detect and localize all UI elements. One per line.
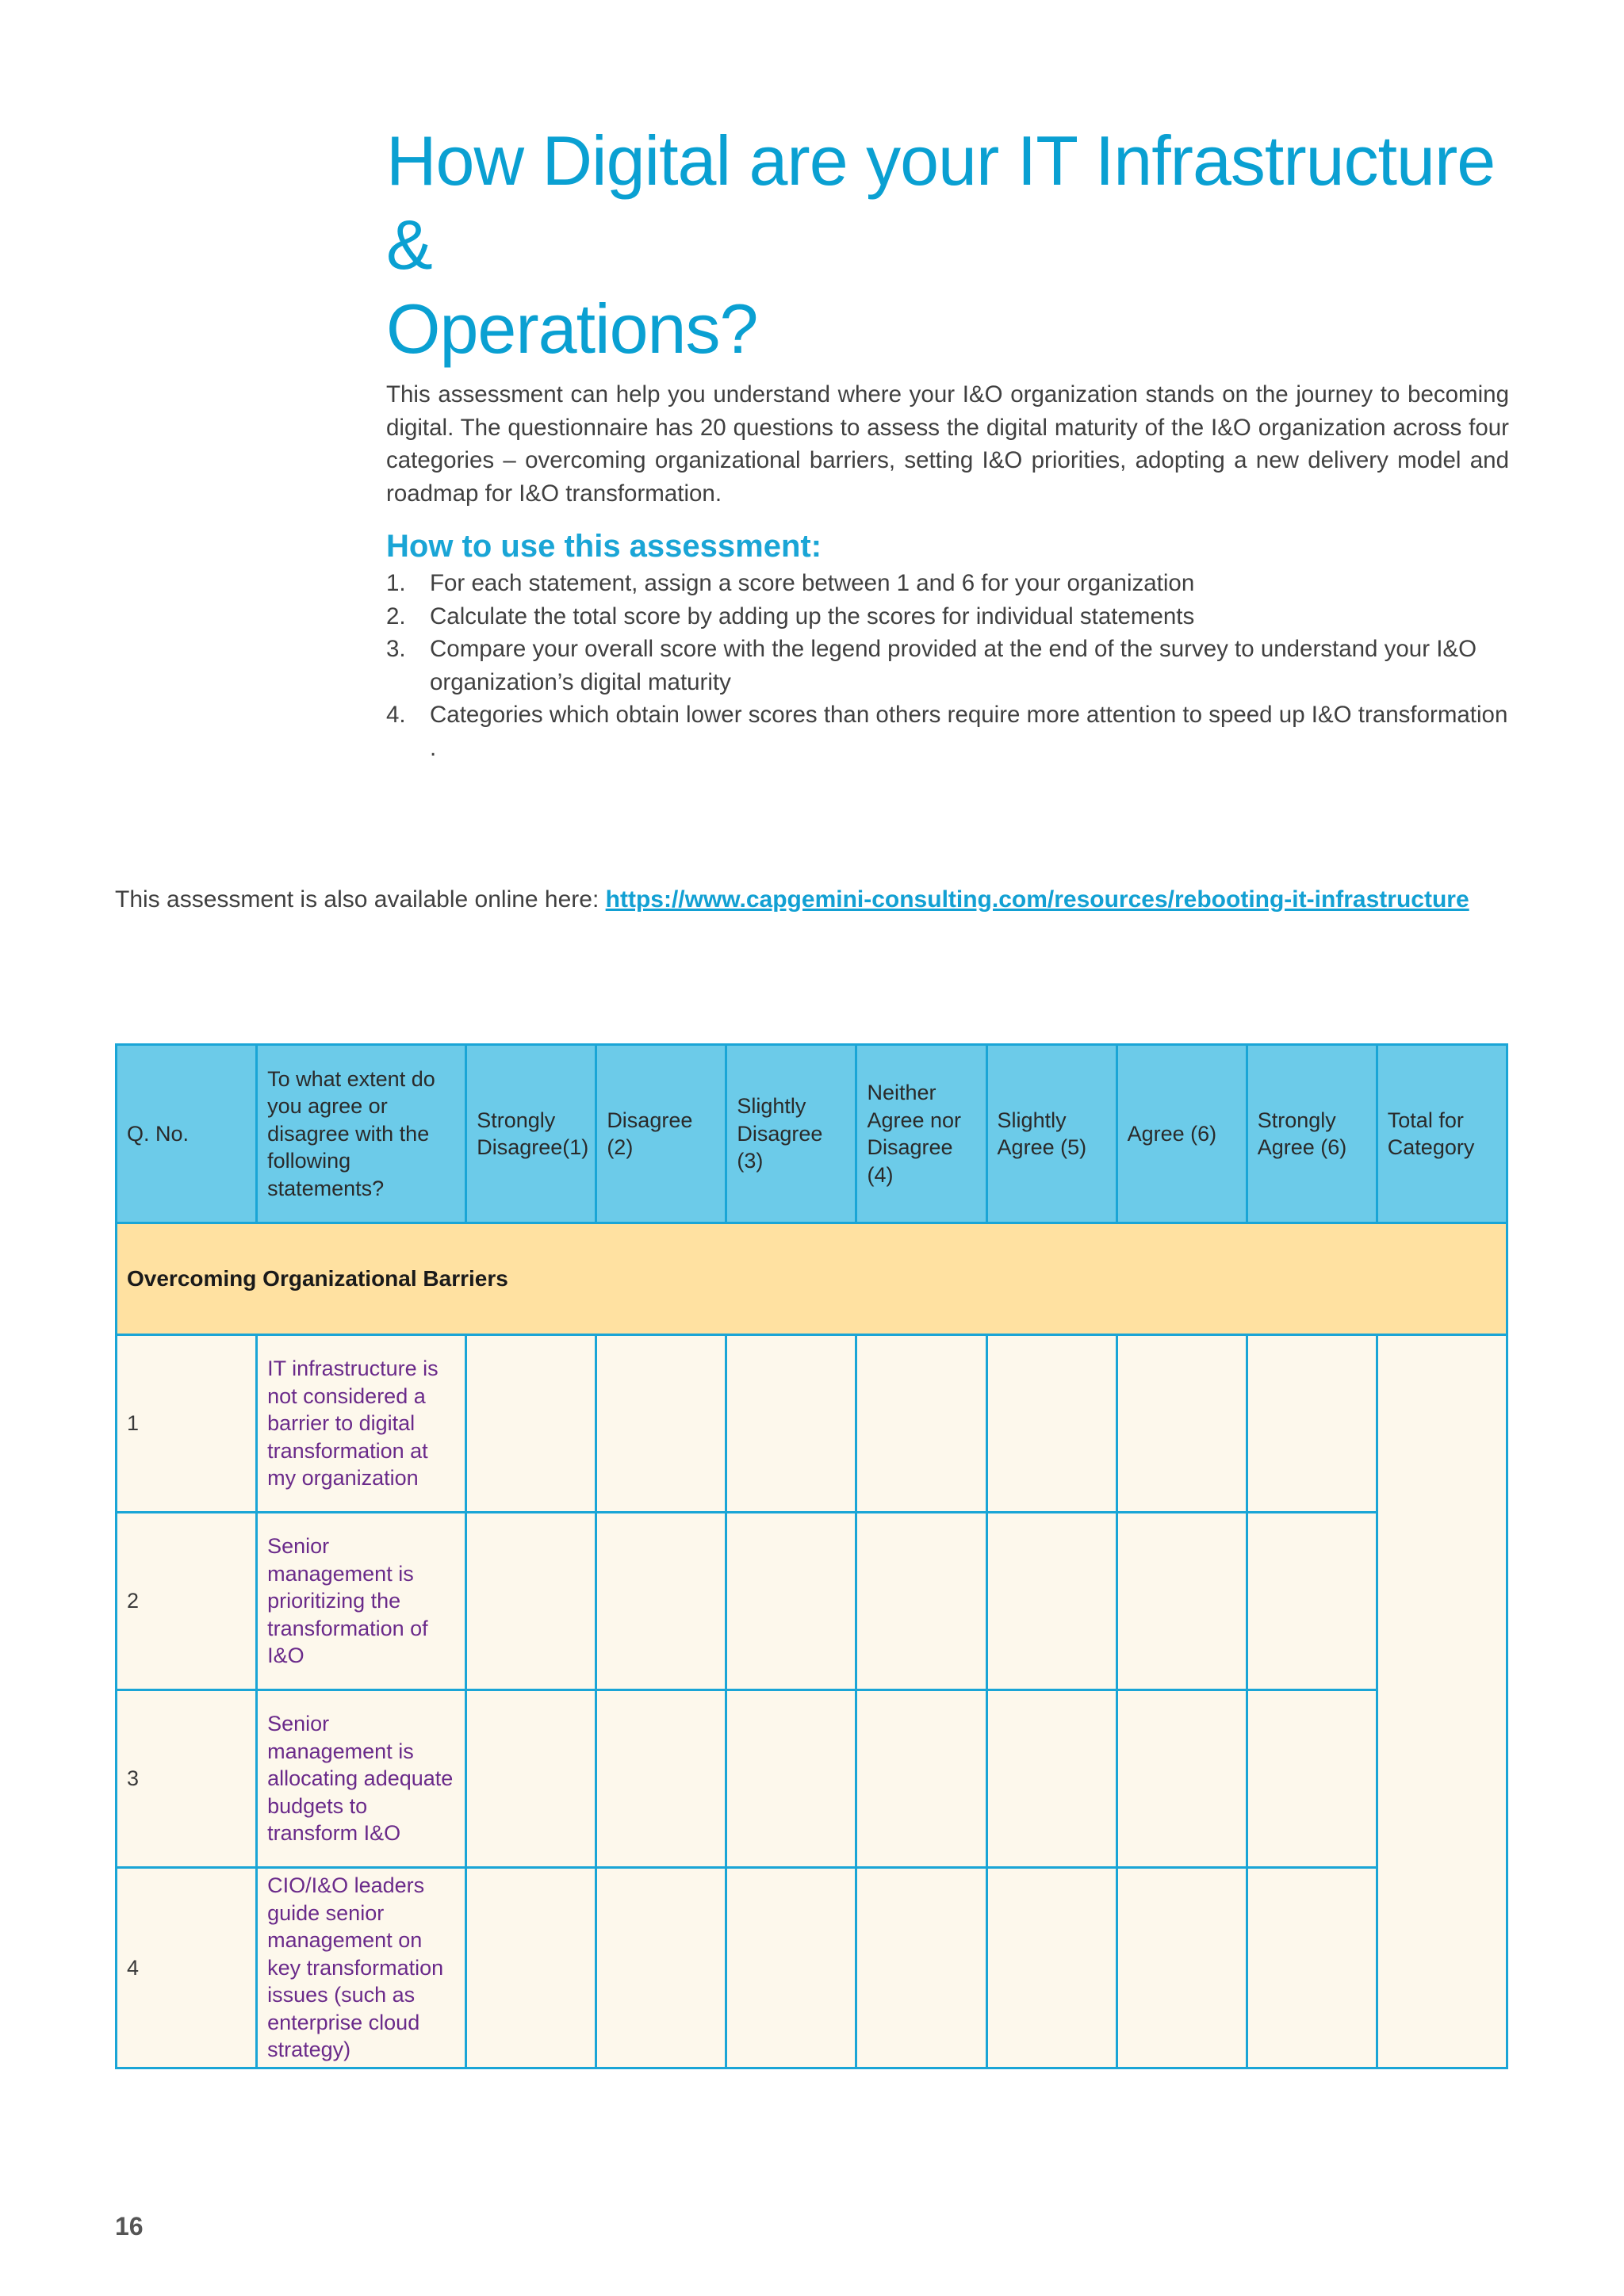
score-cell-slightly-disagree[interactable] [726, 1690, 856, 1868]
table-header-row [117, 1045, 1507, 1223]
header-qno: Q. No. [117, 1045, 257, 1223]
score-cell-slightly-agree[interactable] [986, 1868, 1116, 2068]
score-cell-slightly-disagree[interactable] [726, 1868, 856, 2068]
page-title [386, 119, 1544, 371]
score-cell-strongly-disagree[interactable] [466, 1513, 596, 1690]
howto-step [386, 698, 1512, 764]
score-cell-neither[interactable] [856, 1513, 986, 1690]
online-note-text: This assessment is also available online here: [115, 886, 606, 913]
score-cell-strongly-agree[interactable] [1247, 1335, 1377, 1513]
score-cell-strongly-disagree[interactable] [466, 1868, 596, 2068]
score-cell-disagree[interactable] [596, 1868, 726, 2068]
question-number: 4 [117, 1868, 257, 2068]
header-agree: Agree (6) [1116, 1045, 1247, 1223]
step-text: For each statement, assign a score between 1 and 6 for your organization [430, 570, 1195, 596]
header-strongly-disagree: Strongly Disagree(1) [466, 1045, 596, 1223]
question-statement: Senior management is allocating adequate budgets to transform I&O [257, 1690, 466, 1868]
step-number: 4. [386, 702, 406, 728]
page-title-line-2: Operations? [386, 289, 758, 368]
score-cell-strongly-disagree[interactable] [466, 1335, 596, 1513]
header-statement: To what extent do you agree or disagree with the following statements? [257, 1045, 466, 1223]
question-statement: CIO/I&O leaders guide senior management on key transformation issues (such as enterprise cloud strategy) [257, 1868, 466, 2068]
question-number: 3 [117, 1690, 257, 1868]
score-cell-disagree[interactable] [596, 1513, 726, 1690]
page-title-line-1: How Digital are your IT Infrastructure & [386, 121, 1496, 284]
header-neither: Neither Agree nor Disagree (4) [856, 1045, 986, 1223]
step-text: Categories which obtain lower scores than others require more attention to speed up I&O transformation . [430, 702, 1508, 761]
category-title: Overcoming Organizational Barriers [117, 1223, 1507, 1335]
step-number: 3. [386, 636, 406, 662]
category-row [117, 1223, 1507, 1335]
score-cell-neither[interactable] [856, 1690, 986, 1868]
score-cell-strongly-agree[interactable] [1247, 1868, 1377, 2068]
score-cell-strongly-disagree[interactable] [466, 1690, 596, 1868]
score-cell-agree[interactable] [1116, 1513, 1247, 1690]
assessment-table [115, 1043, 1508, 2069]
score-cell-slightly-disagree[interactable] [726, 1513, 856, 1690]
score-cell-disagree[interactable] [596, 1690, 726, 1868]
question-number: 2 [117, 1513, 257, 1690]
table-row [117, 1868, 1507, 2068]
score-cell-strongly-agree[interactable] [1247, 1513, 1377, 1690]
step-number: 1. [386, 570, 406, 596]
category-total-cell[interactable] [1377, 1335, 1507, 2068]
step-text: Compare your overall score with the legend provided at the end of the survey to understand your I&O organization’s digital maturity [430, 636, 1477, 695]
score-cell-neither[interactable] [856, 1868, 986, 2068]
step-number: 2. [386, 603, 406, 629]
page-number: 16 [115, 2212, 144, 2241]
header-strongly-agree: Strongly Agree (6) [1247, 1045, 1377, 1223]
header-slightly-agree: Slightly Agree (5) [986, 1045, 1116, 1223]
question-number: 1 [117, 1335, 257, 1513]
header-total: Total for Category [1377, 1045, 1507, 1223]
table-row [117, 1690, 1507, 1868]
howto-step [386, 633, 1512, 698]
score-cell-slightly-agree[interactable] [986, 1513, 1116, 1690]
online-availability-note [115, 883, 1469, 916]
score-cell-disagree[interactable] [596, 1335, 726, 1513]
score-cell-agree[interactable] [1116, 1335, 1247, 1513]
online-assessment-link[interactable]: https://www.capgemini-consulting.com/resources/rebooting-it-infrastructure [605, 886, 1469, 913]
score-cell-slightly-disagree[interactable] [726, 1335, 856, 1513]
howto-step [386, 567, 1512, 600]
step-text: Calculate the total score by adding up the scores for individual statements [430, 603, 1195, 629]
score-cell-slightly-agree[interactable] [986, 1335, 1116, 1513]
score-cell-strongly-agree[interactable] [1247, 1690, 1377, 1868]
header-slightly-disagree: Slightly Disagree (3) [726, 1045, 856, 1223]
header-disagree: Disagree (2) [596, 1045, 726, 1223]
howto-heading: How to use this assessment: [386, 529, 822, 564]
score-cell-agree[interactable] [1116, 1868, 1247, 2068]
howto-step [386, 600, 1512, 633]
intro-paragraph: This assessment can help you understand where your I&O organization stands on the journey to becoming digital. The questionnaire has 20 questions to assess the digital maturity of the I&O organization across four categories – overcoming organizational barriers, setting I&O priorities, adopting a new delivery model and roadmap for I&O transformation. [386, 381, 1509, 507]
question-statement: Senior management is prioritizing the transformation of I&O [257, 1513, 466, 1690]
score-cell-slightly-agree[interactable] [986, 1690, 1116, 1868]
score-cell-agree[interactable] [1116, 1690, 1247, 1868]
score-cell-neither[interactable] [856, 1335, 986, 1513]
question-statement: IT infrastructure is not considered a barrier to digital transformation at my organization [257, 1335, 466, 1513]
table-row [117, 1335, 1507, 1513]
table-row [117, 1513, 1507, 1690]
howto-steps-list [386, 567, 1512, 764]
